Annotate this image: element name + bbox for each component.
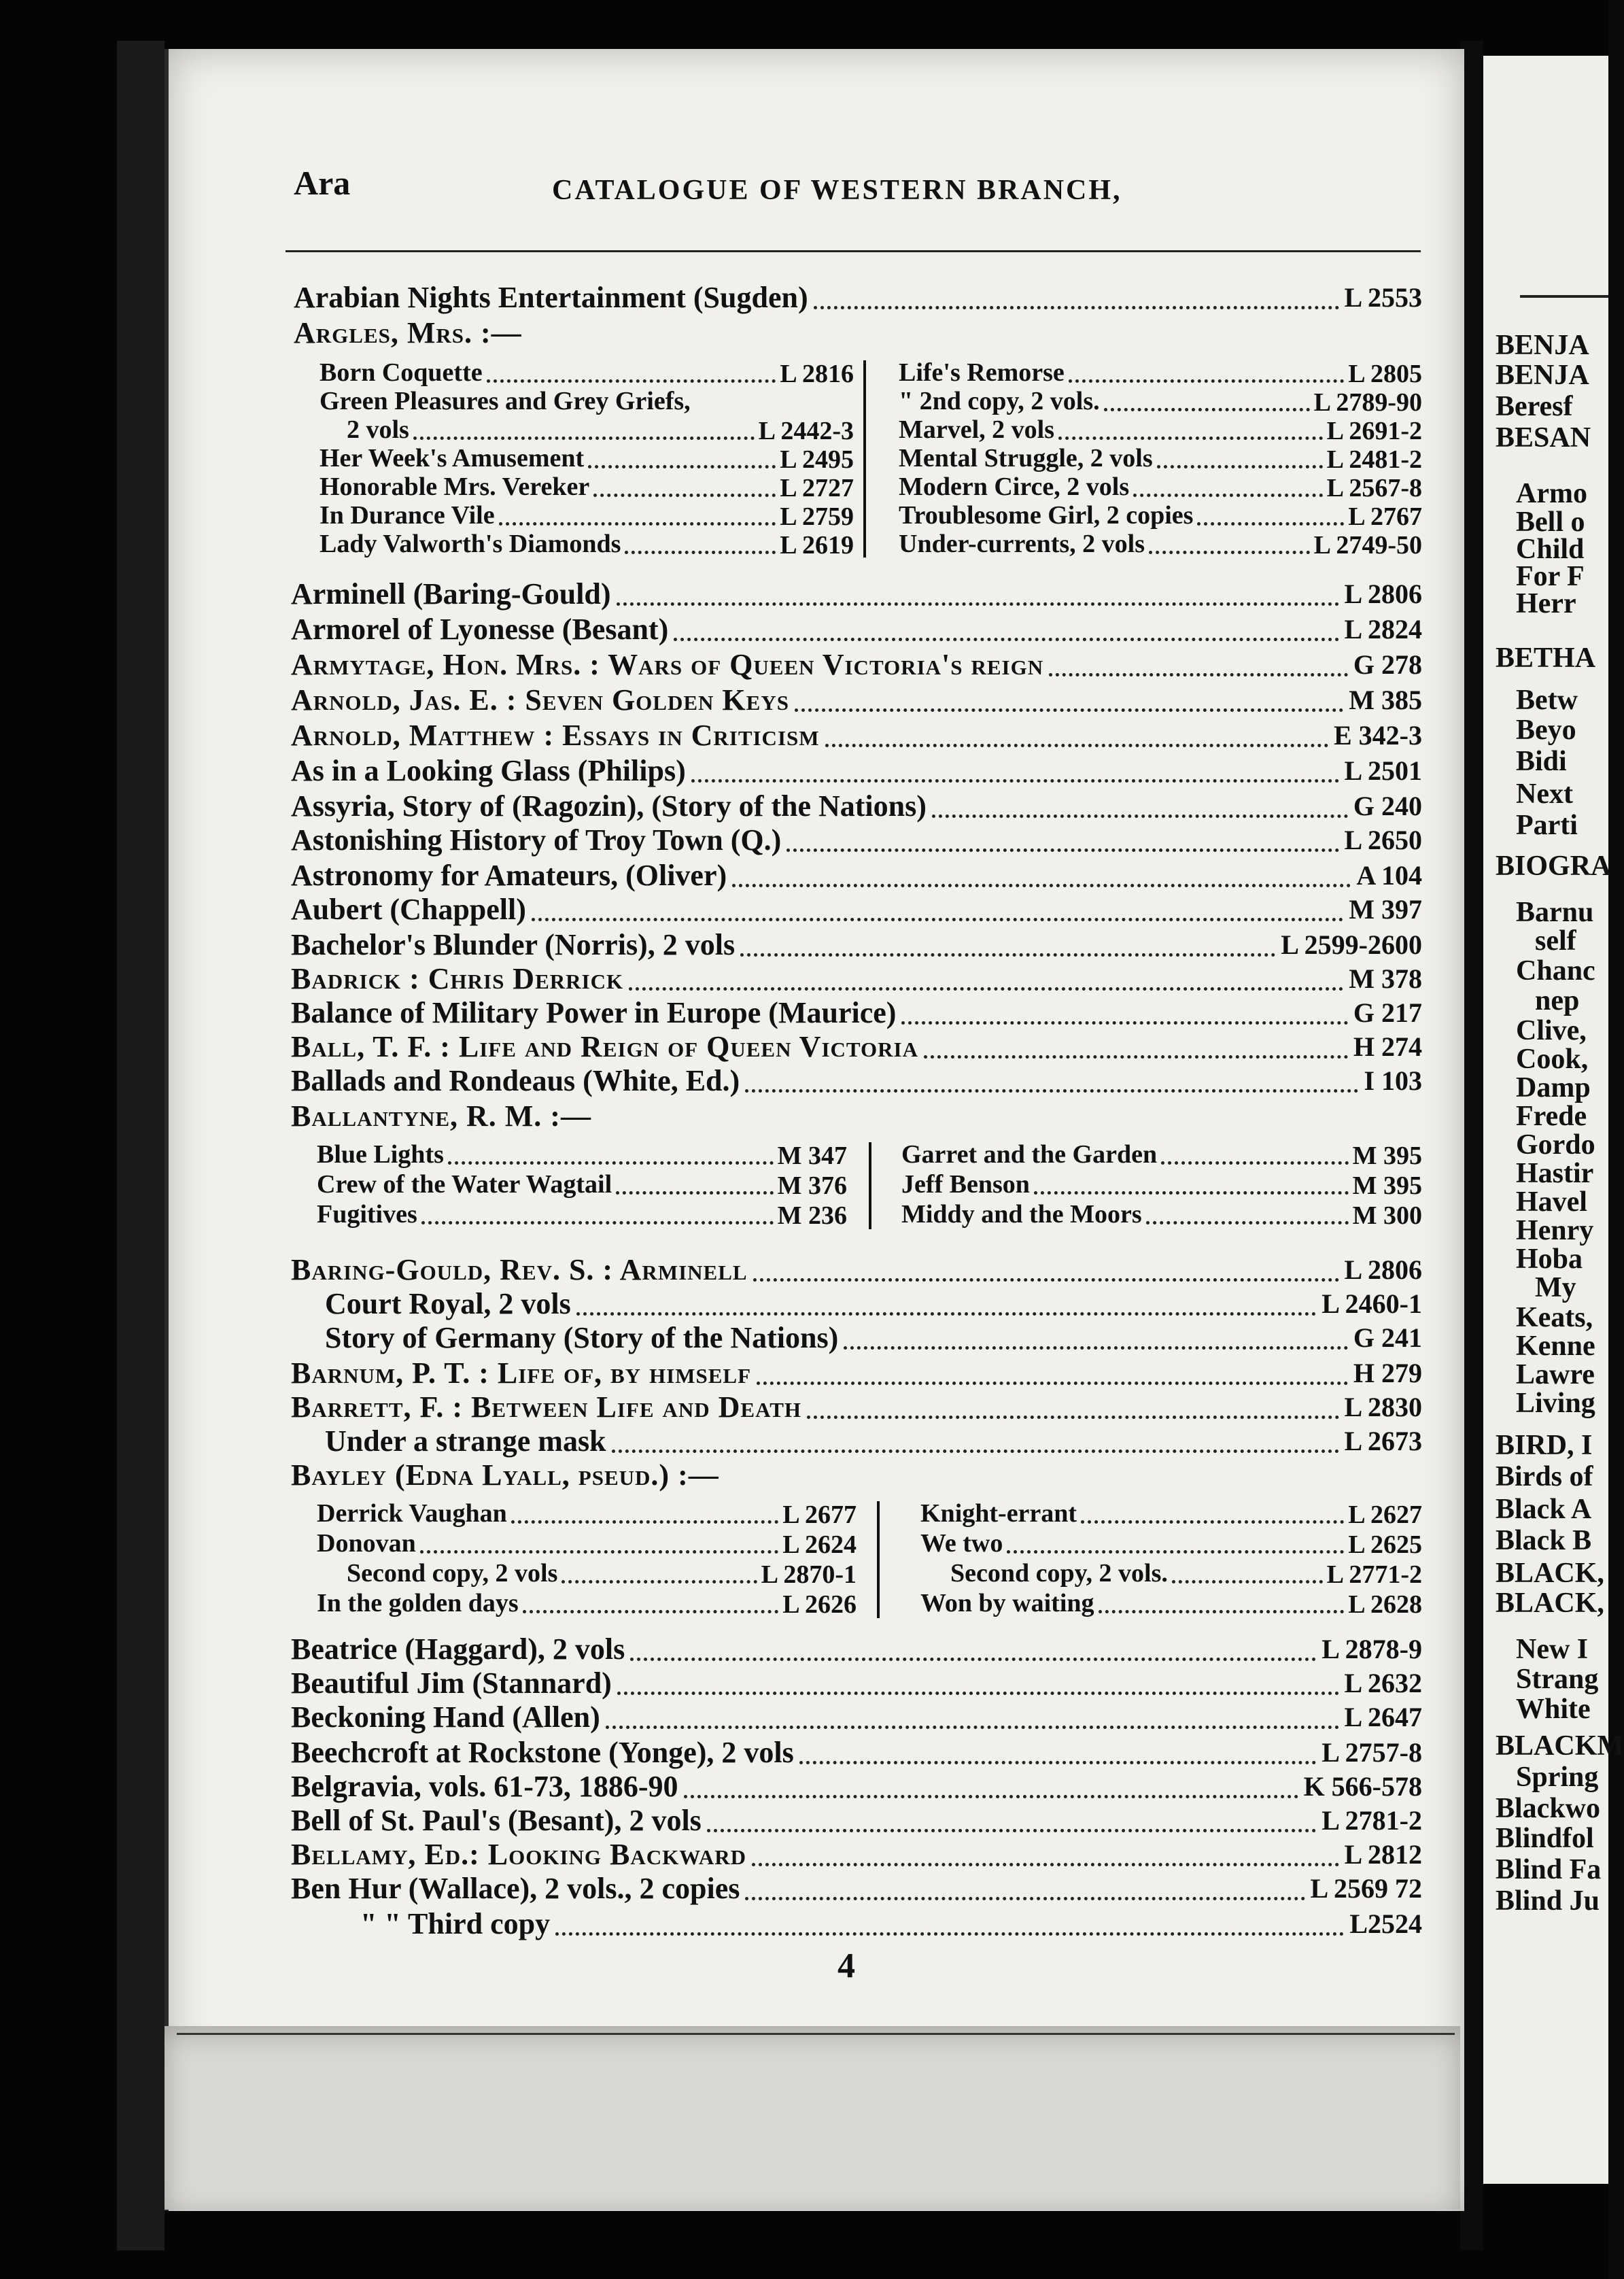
dot-leader	[576, 1312, 1316, 1316]
adjacent-page-line: BLACK,	[1496, 1588, 1604, 1619]
entry-title: Beckoning Hand (Allen)	[291, 1700, 600, 1734]
adjacent-page-line: BENJA	[1496, 330, 1589, 361]
call-number: L 2628	[1348, 1590, 1422, 1619]
adjacent-page-line: Damp	[1516, 1072, 1591, 1103]
adjacent-page-line: Betw	[1516, 685, 1578, 716]
dot-leader	[625, 551, 776, 554]
entry-title: Ball, T. F. : Life and Reign of Queen Victoria	[291, 1030, 918, 1063]
subentry-title: Second copy, 2 vols.	[950, 1559, 1168, 1588]
call-number: L 2824	[1344, 614, 1422, 645]
call-number: L 2806	[1344, 1254, 1422, 1285]
subentry-title: 2 vols	[347, 415, 409, 444]
adjacent-page-line: White	[1516, 1694, 1591, 1725]
dot-leader	[421, 1221, 774, 1224]
entry-title: Beautiful Jim (Stannard)	[291, 1666, 612, 1700]
call-number: L 2870-1	[761, 1560, 857, 1589]
call-number: M 376	[777, 1171, 847, 1200]
entry-title: Under a strange mask	[325, 1424, 606, 1458]
call-number: L 2812	[1344, 1839, 1422, 1870]
subentry-title: Green Pleasures and Grey Griefs,	[319, 387, 691, 415]
subentry-title: " 2nd copy, 2 vols.	[899, 387, 1100, 415]
entry-title: Assyria, Story of (Ragozin), (Story of the Nations)	[291, 789, 927, 823]
call-number: M 385	[1349, 685, 1422, 715]
call-number: L 2501	[1344, 755, 1422, 786]
call-number: M 300	[1352, 1201, 1422, 1230]
subentry-title: Donovan	[317, 1529, 416, 1558]
adjacent-page-line: Lawre	[1516, 1359, 1595, 1390]
subentry-title: Crew of the Water Wagtail	[317, 1170, 612, 1199]
subentry-title: Under-currents, 2 vols	[899, 530, 1145, 558]
dot-leader	[814, 306, 1339, 309]
call-number: L 2830	[1344, 1392, 1422, 1422]
adjacent-page-line: Spring	[1516, 1762, 1599, 1793]
entry-title: Beatrice (Haggard), 2 vols	[291, 1632, 625, 1666]
subentry-title: Won by waiting	[920, 1589, 1094, 1617]
call-number: L 2691-2	[1326, 417, 1422, 445]
adjacent-page-line: Clive,	[1516, 1015, 1587, 1046]
call-number: L 2650	[1344, 825, 1422, 855]
header-rule	[286, 250, 1421, 252]
adjacent-page-line: Havel	[1516, 1186, 1587, 1218]
dot-leader	[555, 1932, 1344, 1936]
dot-leader	[1104, 408, 1310, 411]
adjacent-page-line: Bidi	[1516, 746, 1567, 777]
column-divider	[877, 1501, 880, 1618]
subentry-title: In Durance Vile	[319, 501, 495, 530]
adjacent-page-line: Armo	[1516, 478, 1587, 509]
adjacent-page-line: Blind Fa	[1496, 1854, 1602, 1885]
call-number: L 2727	[780, 474, 854, 502]
dot-leader	[825, 744, 1328, 747]
dot-leader	[932, 815, 1348, 818]
dot-leader	[745, 1897, 1305, 1900]
adjacent-page-line: Blackwo	[1496, 1793, 1601, 1824]
call-number: L 2442-3	[758, 417, 854, 445]
adjacent-page-line: Chanc	[1516, 955, 1595, 987]
adjacent-page-line: Black A	[1496, 1494, 1592, 1525]
adjacent-page-line: BIRD, I	[1496, 1430, 1593, 1461]
dot-leader	[807, 1416, 1339, 1419]
subentry-title: Blue Lights	[317, 1140, 444, 1169]
adjacent-page-line: Beresf	[1496, 391, 1573, 422]
call-number: L 2878-9	[1321, 1634, 1422, 1664]
dot-leader	[1161, 1161, 1349, 1165]
call-number: L 2627	[1348, 1501, 1422, 1529]
dot-leader	[684, 1795, 1298, 1798]
call-number: L 2771-2	[1326, 1560, 1422, 1589]
call-number: K 566-578	[1303, 1771, 1422, 1802]
adjacent-page-line: nep	[1535, 985, 1580, 1016]
call-number: G 278	[1353, 649, 1422, 680]
subentry-title: Her Week's Amusement	[319, 444, 585, 473]
adjacent-page-line: Parti	[1516, 810, 1578, 841]
call-number: L 2599-2600	[1281, 929, 1422, 960]
call-number: L 2677	[782, 1501, 857, 1529]
subentry-title: Born Coquette	[319, 358, 483, 387]
dot-leader	[1133, 494, 1322, 497]
guide-letters: Ara	[294, 164, 351, 202]
subentry-title: Fugitives	[317, 1200, 417, 1229]
dot-leader	[532, 918, 1343, 921]
column-divider	[863, 360, 866, 558]
entry-title: Astonishing History of Troy Town (Q.)	[291, 823, 782, 857]
call-number: G 217	[1353, 997, 1422, 1028]
entry-title: Balance of Military Power in Europe (Maurice)	[291, 996, 897, 1029]
entry-title: As in a Looking Glass (Philips)	[291, 754, 686, 787]
entry-title: Ben Hur (Wallace), 2 vols., 2 copies	[291, 1872, 740, 1905]
page-number: 4	[837, 1947, 855, 1985]
call-number: L 2567-8	[1326, 474, 1422, 502]
adjacent-page-line: Henry	[1516, 1215, 1594, 1246]
entry-title: Bayley (Edna Lyall, pseud.) :—	[291, 1458, 719, 1492]
page-bottom-rule	[177, 2033, 1455, 2035]
call-number: M 395	[1352, 1142, 1422, 1170]
call-number: L 2757-8	[1321, 1737, 1422, 1768]
call-number: G 241	[1353, 1322, 1422, 1353]
dot-leader	[1172, 1580, 1323, 1583]
call-number: H 274	[1353, 1031, 1422, 1062]
entry-title: Ballads and Rondeaus (White, Ed.)	[291, 1064, 740, 1097]
dot-leader	[844, 1346, 1348, 1350]
call-number: L 2481-2	[1326, 445, 1422, 474]
dot-leader	[616, 1191, 773, 1195]
dot-leader	[732, 884, 1351, 887]
subentry-title: In the golden days	[317, 1589, 519, 1617]
call-number: L 2619	[780, 531, 854, 560]
call-number: L 2805	[1348, 360, 1422, 388]
call-number: L 2789-90	[1313, 388, 1422, 417]
dot-leader	[1157, 465, 1323, 468]
subentry-title: Lady Valworth's Diamonds	[319, 530, 621, 558]
call-number: G 240	[1353, 791, 1422, 821]
dot-leader	[901, 1021, 1347, 1025]
call-number: L 2781-2	[1321, 1805, 1422, 1836]
call-number: L 2759	[780, 502, 854, 531]
dot-leader	[499, 522, 776, 526]
dot-leader	[630, 1658, 1316, 1661]
dot-leader	[612, 1450, 1339, 1453]
adjacent-page-line: Child	[1516, 534, 1585, 565]
dot-leader	[757, 1382, 1348, 1385]
adjacent-page-line: Frede	[1516, 1101, 1587, 1132]
adjacent-page-line: Birds of	[1496, 1461, 1593, 1492]
call-number: L2524	[1349, 1908, 1422, 1939]
call-number: E 342-3	[1334, 720, 1422, 751]
dot-leader	[745, 1089, 1358, 1093]
adjacent-page-line: Living	[1516, 1388, 1595, 1419]
call-number: L 2460-1	[1321, 1288, 1422, 1319]
dot-leader	[674, 638, 1338, 641]
dot-leader	[606, 1726, 1339, 1729]
call-number: L 2816	[780, 360, 854, 388]
adjacent-page-line: Bell o	[1516, 507, 1585, 538]
subentry-title: Derrick Vaughan	[317, 1499, 507, 1528]
dot-leader	[629, 987, 1343, 991]
call-number: M 395	[1352, 1171, 1422, 1200]
subentry-title: Middy and the Moors	[901, 1200, 1142, 1229]
dot-leader	[799, 1761, 1316, 1764]
adjacent-page-line: BLACK,	[1496, 1558, 1604, 1589]
adjacent-page-line: Next	[1516, 778, 1573, 810]
call-number: I 103	[1364, 1065, 1422, 1096]
dot-leader	[795, 708, 1343, 712]
dot-leader	[787, 849, 1338, 852]
subentry-title: Knight-errant	[920, 1499, 1077, 1528]
entry-title: Aubert (Chappell)	[291, 893, 526, 926]
call-number: L 2624	[782, 1530, 857, 1559]
entry-title: Arminell (Baring-Gould)	[291, 577, 611, 611]
entry-title: Armorel of Lyonesse (Besant)	[291, 613, 669, 646]
dot-leader	[617, 602, 1339, 606]
page-title: CATALOGUE OF WESTERN BRANCH,	[552, 175, 1122, 206]
entry-title: Barnum, P. T. : Life of, by himself	[291, 1356, 752, 1390]
dot-leader	[588, 465, 776, 468]
call-number: L 2569 72	[1310, 1873, 1422, 1904]
adjacent-page-line: For F	[1516, 561, 1585, 592]
subentry-title: Troublesome Girl, 2 copies	[899, 501, 1194, 530]
entry-title: Badrick : Chris Derrick	[291, 962, 624, 995]
entry-title: Baring-Gould, Rev. S. : Arminell	[291, 1253, 748, 1286]
adjacent-page-line: Gordo	[1516, 1129, 1595, 1161]
entry-title: Arnold, Matthew : Essays in Criticism	[291, 719, 820, 752]
dot-leader	[924, 1055, 1348, 1059]
call-number: L 2647	[1344, 1702, 1422, 1732]
dot-leader	[1197, 522, 1344, 526]
subentry-title: Marvel, 2 vols	[899, 415, 1055, 444]
adjacent-page-line: Barnu	[1516, 897, 1594, 928]
adjacent-page-line: Blindfol	[1496, 1823, 1594, 1854]
adjacent-page-line: Cook,	[1516, 1044, 1589, 1075]
dot-leader	[413, 436, 755, 440]
call-number: M 397	[1349, 894, 1422, 925]
dot-leader	[1149, 551, 1310, 554]
dot-leader	[740, 953, 1275, 957]
entry-title: Arabian Nights Entertainment (Sugden)	[294, 281, 808, 314]
dot-leader	[617, 1692, 1339, 1695]
adjacent-page-line: Hastir	[1516, 1158, 1594, 1189]
entry-title: Beechcroft at Rockstone (Yonge), 2 vols	[291, 1736, 794, 1769]
call-number: L 2632	[1344, 1668, 1422, 1698]
dot-leader	[1058, 436, 1323, 440]
adjacent-page-line: BLACKM	[1496, 1730, 1624, 1762]
adjacent-page-line: Herr	[1516, 588, 1576, 619]
call-number: L 2749-50	[1313, 531, 1422, 560]
adjacent-page-line: New I	[1516, 1634, 1589, 1665]
call-number: M 347	[777, 1142, 847, 1170]
call-number: L 2495	[780, 445, 854, 474]
dot-leader	[753, 1278, 1339, 1282]
adjacent-page-line: Blind Ju	[1496, 1885, 1600, 1917]
dot-leader	[1034, 1191, 1349, 1195]
call-number: H 279	[1353, 1358, 1422, 1388]
entry-title: Ballantyne, R. M. :—	[291, 1099, 591, 1133]
dot-leader	[1081, 1520, 1344, 1524]
dot-leader	[1069, 379, 1344, 383]
dot-leader	[691, 779, 1339, 783]
call-number: M 378	[1349, 963, 1422, 994]
adjacent-page-line: BIOGRA	[1496, 851, 1612, 882]
call-number: L 2767	[1348, 502, 1422, 531]
call-number: A 104	[1356, 860, 1422, 891]
dot-leader	[752, 1863, 1339, 1866]
adjacent-page-line: Keats,	[1516, 1302, 1593, 1333]
subentry-title: Garret and the Garden	[901, 1140, 1158, 1169]
column-divider	[869, 1142, 871, 1229]
dot-leader	[511, 1520, 778, 1524]
call-number: L 2553	[1344, 282, 1422, 313]
adjacent-page-line: BENJA	[1496, 360, 1589, 391]
subentry-title: Jeff Benson	[901, 1170, 1030, 1199]
entry-title: Court Royal, 2 vols	[325, 1287, 571, 1320]
dot-leader	[523, 1610, 779, 1613]
dot-leader	[707, 1829, 1316, 1832]
entry-title: Belgravia, vols. 61-73, 1886-90	[291, 1770, 678, 1803]
adjacent-page-line: Black B	[1496, 1525, 1592, 1556]
entry-title: Arnold, Jas. E. : Seven Golden Keys	[291, 683, 789, 717]
call-number: L 2626	[782, 1590, 857, 1619]
dot-leader	[1049, 673, 1348, 676]
dot-leader	[562, 1580, 757, 1583]
adjacent-page-line: Beyo	[1516, 715, 1576, 746]
entry-title: Argles, Mrs. :—	[294, 316, 522, 349]
subentry-title: Life's Remorse	[899, 358, 1065, 387]
book-left-edge	[117, 41, 165, 2250]
adjacent-page-line: BESAN	[1496, 422, 1591, 453]
entry-title: " " Third copy	[360, 1907, 551, 1940]
subentry-title: Honorable Mrs. Vereker	[319, 473, 590, 501]
adjacent-page-line: My	[1535, 1272, 1576, 1303]
dot-leader	[448, 1161, 774, 1165]
dot-leader	[1099, 1610, 1345, 1613]
entry-title: Story of Germany (Story of the Nations)	[325, 1321, 839, 1354]
call-number: M 236	[777, 1201, 847, 1230]
subentry-title: We two	[920, 1529, 1003, 1558]
page-bottom-margin	[165, 2026, 1460, 2210]
entry-title: Bell of St. Paul's (Besant), 2 vols	[291, 1804, 702, 1837]
entry-title: Bachelor's Blunder (Norris), 2 vols	[291, 928, 736, 961]
adjacent-page-line: Hoba	[1516, 1244, 1583, 1275]
entry-title: Armytage, Hon. Mrs. : Wars of Queen Victoria's reign	[291, 648, 1044, 681]
dot-leader	[420, 1550, 779, 1554]
entry-title: Astronomy for Amateurs, (Oliver)	[291, 859, 727, 892]
adjacent-page-line: BETHA	[1496, 642, 1596, 674]
adjacent-page-line: Strang	[1516, 1664, 1599, 1695]
dot-leader	[487, 379, 776, 383]
dot-leader	[593, 494, 776, 497]
subentry-title: Mental Struggle, 2 vols	[899, 444, 1153, 473]
adjacent-page-line: self	[1535, 925, 1576, 957]
entry-title: Bellamy, Ed.: Looking Backward	[291, 1838, 747, 1871]
dot-leader	[1007, 1550, 1344, 1554]
adjacent-page-rule	[1520, 295, 1608, 298]
adjacent-page-line: Kenne	[1516, 1331, 1595, 1362]
call-number: L 2625	[1348, 1530, 1422, 1559]
call-number: L 2806	[1344, 579, 1422, 609]
subentry-title: Modern Circe, 2 vols	[899, 473, 1130, 501]
entry-title: Barrett, F. : Between Life and Death	[291, 1390, 801, 1424]
dot-leader	[1146, 1221, 1349, 1224]
subentry-title: Second copy, 2 vols	[347, 1559, 558, 1588]
call-number: L 2673	[1344, 1426, 1422, 1456]
